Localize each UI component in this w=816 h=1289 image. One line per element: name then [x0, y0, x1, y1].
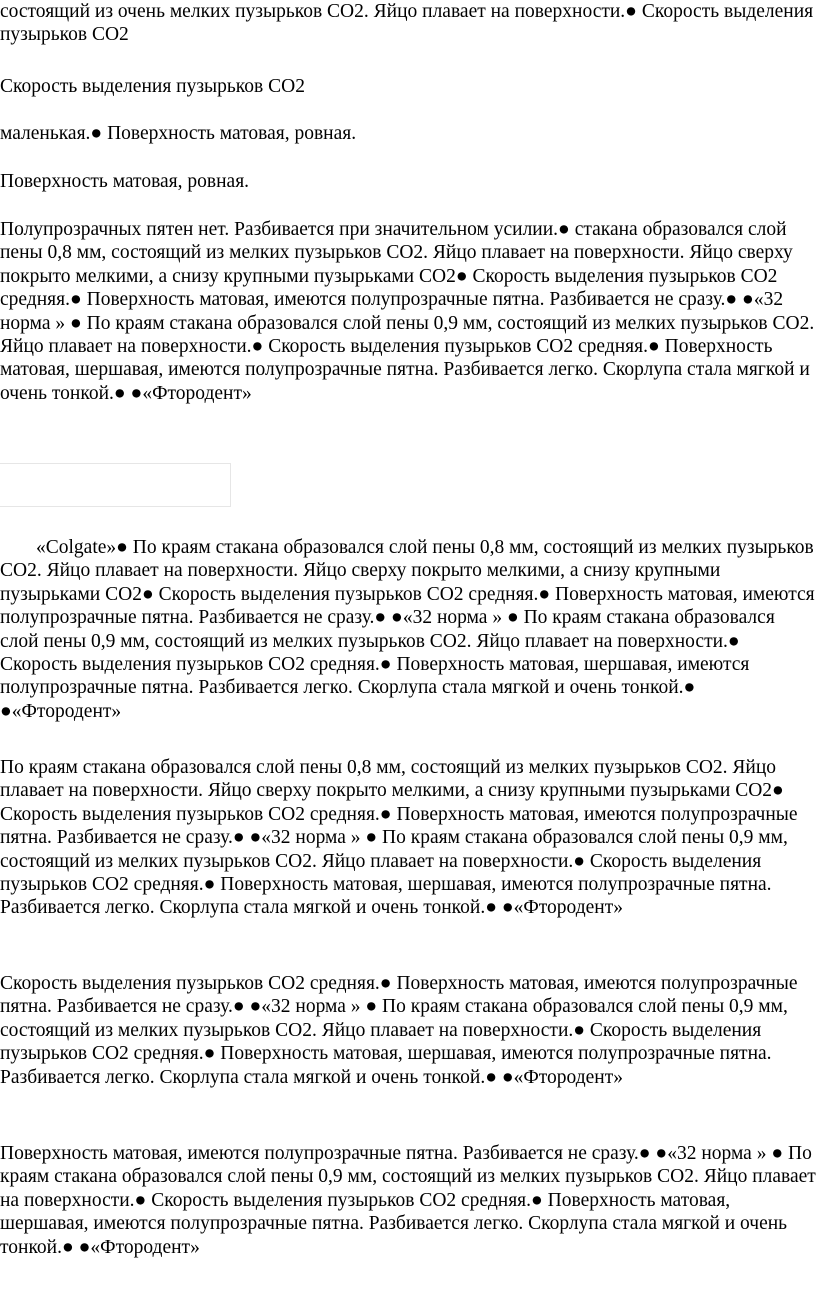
paragraph-6: «Colgate»● По краям стакана образовался слой пены 0,8 мм, состоящий из мелких пузырьков СО2. Яйцо плавает на поверхности. Яйцо сверху покрыто мелкими, а снизу крупными пузырьками СО2● Скорость выделения пузырьков СО2 средняя.● Поверхность матовая, имеются полупрозрачные пятна. Разбивается не сразу.● ●«32 норма » ● По краям стакана образовался слой пены 0,9 мм, состоящий из мелких пузырьков СО2. Яйцо плавает на поверхности.● Скорость выделения пузырьков СО2 средняя.● Поверхность матовая, шершавая, имеются полупрозрачные пятна. Разбивается легко. Скорлупа стала мягкой и очень тонкой.● ●«Фтородент» — [0, 537, 815, 722]
paragraph-1: состоящий из очень мелких пузырьков СО2. Яйцо плавает на поверхности.● Скорость выделения пузырьков СО2 — [0, 1, 814, 46]
paragraph-5: Полупрозрачных пятен нет. Разбивается при значительном усилии.● стакана образовался слой пены 0,8 мм, состоящий из мелких пузырьков СО2. Яйцо плавает на поверхности. Яйцо сверху покрыто мелкими, а снизу крупными пузырьками СО2● Скорость выделения пузырьков СО2 средняя.● Поверхность матовая, имеются полупрозрачные пятна. Разбивается не сразу.● ●«32 норма » ● По краям стакана образовался слой пены 0,9 мм, состоящий из мелких пузырьков СО2. Яйцо плавает на поверхности.● Скорость выделения пузырьков СО2 средняя.● Поверхность матовая, шершавая, имеются полупрозрачные пятна. Разбивается легко. Скорлупа стала мягкой и очень тонкой.● ●«Фтородент» — [0, 219, 815, 404]
paragraph-9: Поверхность матовая, имеются полупрозрачные пятна. Разбивается не сразу.● ●«32 норма » ● По краям стакана образовался слой пены 0,9 мм, состоящий из мелких пузырьков СО2. Яйцо плавает на поверхности.● Скорость выделения пузырьков СО2 средняя.● Поверхность матовая, шершавая, имеются полупрозрачные пятна. Разбивается легко. Скорлупа стала мягкой и очень тонкой.● ●«Фтородент» — [0, 1143, 816, 1258]
empty-image-placeholder — [0, 463, 231, 507]
paragraph-2: Скорость выделения пузырьков СО2 — [0, 76, 305, 97]
paragraph-4: Поверхность матовая, ровная. — [0, 171, 250, 192]
paragraph-7: По краям стакана образовался слой пены 0,8 мм, состоящий из мелких пузырьков СО2. Яйцо плавает на поверхности. Яйцо сверху покрыто мелкими, а снизу крупными пузырьками СО2● Скорость выделения пузырьков СО2 средняя.● Поверхность матовая, имеются полупрозрачные пятна. Разбивается не сразу.● ●«32 норма » ● По краям стакана образовался слой пены 0,9 мм, состоящий из мелких пузырьков СО2. Яйцо плавает на поверхности.● Скорость выделения пузырьков СО2 средняя.● Поверхность матовая, шершавая, имеются полупрозрачные пятна. Разбивается легко. Скорлупа стала мягкой и очень тонкой.● ●«Фтородент» — [0, 757, 798, 919]
paragraph-8: Скорость выделения пузырьков СО2 средняя.● Поверхность матовая, имеются полупрозрачные пятна. Разбивается не сразу.● ●«32 норма » ● По краям стакана образовался слой пены 0,9 мм, состоящий из мелких пузырьков СО2. Яйцо плавает на поверхности.● Скорость выделения пузырьков СО2 средняя.● Поверхность матовая, шершавая, имеются полупрозрачные пятна. Разбивается легко. Скорлупа стала мягкой и очень тонкой.● ●«Фтородент» — [0, 973, 798, 1088]
paragraph-3: маленькая.● Поверхность матовая, ровная. — [0, 123, 357, 144]
